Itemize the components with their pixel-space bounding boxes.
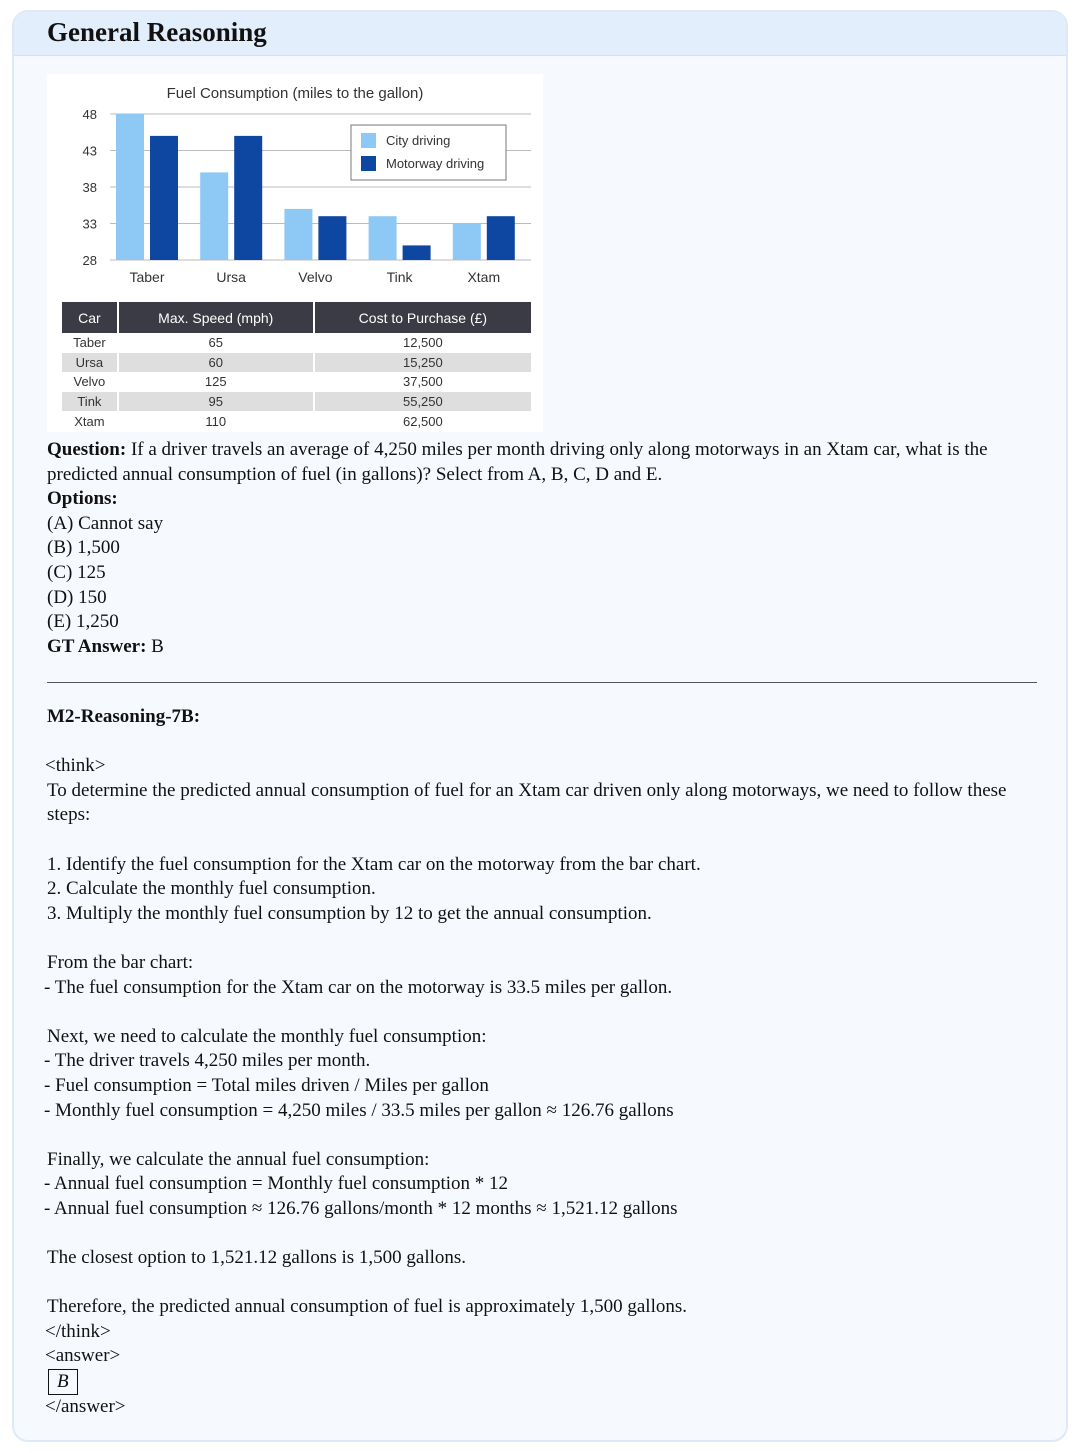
y-tick-label: 33	[82, 216, 97, 232]
divider	[47, 682, 1037, 683]
car-data-table	[60, 302, 533, 431]
table-header: Car	[62, 302, 117, 333]
table-header-row	[62, 302, 531, 333]
chart-figure	[47, 74, 543, 432]
step-item: 1. Identify the fuel consumption for the Xtam car on the motorway from the bar chart.	[47, 853, 701, 875]
table-cell: Xtam	[74, 413, 105, 429]
table-cell: Taber	[73, 335, 106, 351]
y-tick-label: 28	[82, 253, 97, 268]
table-row	[62, 333, 531, 353]
table-cell: 65	[208, 335, 223, 351]
gt-answer	[47, 635, 1047, 660]
table-cell: Ursa	[62, 353, 117, 373]
x-tick-label: Xtam	[467, 269, 501, 285]
bar-tink-motorway	[403, 245, 431, 260]
table-cell: 15,250	[315, 353, 531, 373]
x-tick-label: Taber	[129, 269, 165, 285]
legend-label: City driving	[386, 133, 451, 148]
step-item: 3. Multiply the monthly fuel consumption by 12 to get the annual consumption.	[47, 902, 652, 924]
bar-xtam-motorway	[487, 216, 515, 260]
bar-xtam-city	[453, 224, 481, 261]
option-item: (C) 125	[47, 561, 106, 583]
question-block	[47, 438, 1047, 659]
answer-open-tag: <answer>	[45, 1345, 121, 1367]
table-cell: 37,500	[402, 374, 443, 390]
table-cell: 62,500	[402, 413, 443, 429]
bar-taber-city	[116, 114, 144, 260]
boxed-answer: B	[48, 1369, 78, 1395]
option-item: (E) 1,250	[47, 611, 119, 633]
bullet-item: - Fuel consumption = Total miles driven / Miles per gallon	[44, 1074, 489, 1096]
gt-answer-value: B	[146, 635, 164, 657]
bar-tink-city	[369, 216, 397, 260]
bar-velvo-motorway	[318, 216, 346, 260]
bar-taber-motorway	[150, 136, 178, 260]
bullet-item: - The fuel consumption for the Xtam car on the motorway is 33.5 miles per gallon.	[44, 976, 673, 998]
legend-label: Motorway driving	[386, 156, 485, 171]
y-tick-label: 48	[82, 107, 97, 122]
answer-close-tag: </answer>	[45, 1396, 126, 1418]
table-row	[62, 392, 531, 412]
question-label: Question:	[47, 439, 127, 460]
y-tick-label: 38	[82, 180, 97, 195]
model-label: M2-Reasoning-7B:	[47, 706, 201, 727]
table-cell: 95	[119, 392, 313, 412]
chart-legend	[351, 125, 506, 180]
reasoning-card	[12, 10, 1068, 1442]
question-body: If a driver travels an average of 4,250 miles per month driving only along motorways in an Xtam car, what is the predicted annual consumption of fuel (in gallons)? Select from A, B, C, D and E.	[47, 439, 988, 485]
table-row	[62, 372, 531, 392]
option-item: (D) 150	[47, 586, 107, 608]
bullet-item: - The driver travels 4,250 miles per month.	[44, 1050, 371, 1072]
fuel-bar-chart	[47, 74, 543, 300]
table-cell: 110	[205, 413, 227, 429]
option-item: (B) 1,500	[47, 537, 120, 559]
step-item: 2. Calculate the monthly fuel consumption.	[47, 878, 376, 900]
question-text	[47, 438, 1047, 487]
model-response	[44, 705, 1047, 1420]
legend-swatch	[361, 133, 376, 148]
bullet-item: - Monthly fuel consumption = 4,250 miles / 33.5 miles per gallon ≈ 126.76 gallons	[44, 1099, 674, 1121]
response-paragraph: Finally, we calculate the annual fuel consumption:	[47, 1148, 430, 1170]
table-cell: 125	[204, 374, 227, 390]
think-open-tag: <think>	[45, 755, 106, 777]
bullet-item: - Annual fuel consumption = Monthly fuel consumption * 12	[44, 1173, 509, 1195]
response-paragraph: Next, we need to calculate the monthly fuel consumption:	[47, 1025, 487, 1047]
option-item: (A) Cannot say	[47, 512, 164, 534]
section-title: General Reasoning	[47, 17, 267, 47]
table-row	[62, 353, 531, 373]
chart-title: Fuel Consumption (miles to the gallon)	[166, 85, 424, 102]
table-cell: 55,250	[315, 392, 531, 412]
y-tick-label: 43	[82, 143, 97, 159]
legend-swatch	[361, 156, 376, 171]
table-header: Max. Speed (mph)	[119, 302, 313, 333]
table-row	[62, 411, 531, 431]
card-header	[14, 12, 1066, 56]
table-header: Cost to Purchase (£)	[315, 302, 531, 333]
table-cell: 60	[119, 353, 313, 373]
response-paragraph: Therefore, the predicted annual consumption of fuel is approximately 1,500 gallons.	[47, 1296, 688, 1318]
bar-velvo-city	[284, 209, 312, 260]
think-close-tag: </think>	[45, 1320, 111, 1342]
x-tick-label: Tink	[386, 269, 413, 285]
response-intro: To determine the predicted annual consumption of fuel for an Xtam car driven only along motorways, we need to follow these steps:	[47, 779, 1007, 826]
response-paragraph: The closest option to 1,521.12 gallons is 1,500 gallons.	[47, 1247, 467, 1269]
gt-answer-label: GT Answer:	[47, 635, 147, 657]
x-tick-label: Ursa	[216, 269, 246, 285]
options-label: Options:	[47, 488, 118, 510]
bar-ursa-city	[200, 172, 228, 260]
bar-ursa-motorway	[234, 136, 262, 260]
bullet-item: - Annual fuel consumption ≈ 126.76 gallons/month * 12 months ≈ 1,521.12 gallons	[44, 1197, 678, 1219]
answer-line	[47, 1369, 1047, 1395]
table-cell: Tink	[62, 392, 117, 412]
table-cell: Velvo	[73, 374, 106, 390]
x-tick-label: Velvo	[298, 269, 333, 285]
response-paragraph: From the bar chart:	[47, 951, 194, 973]
table-cell: 12,500	[402, 335, 443, 351]
